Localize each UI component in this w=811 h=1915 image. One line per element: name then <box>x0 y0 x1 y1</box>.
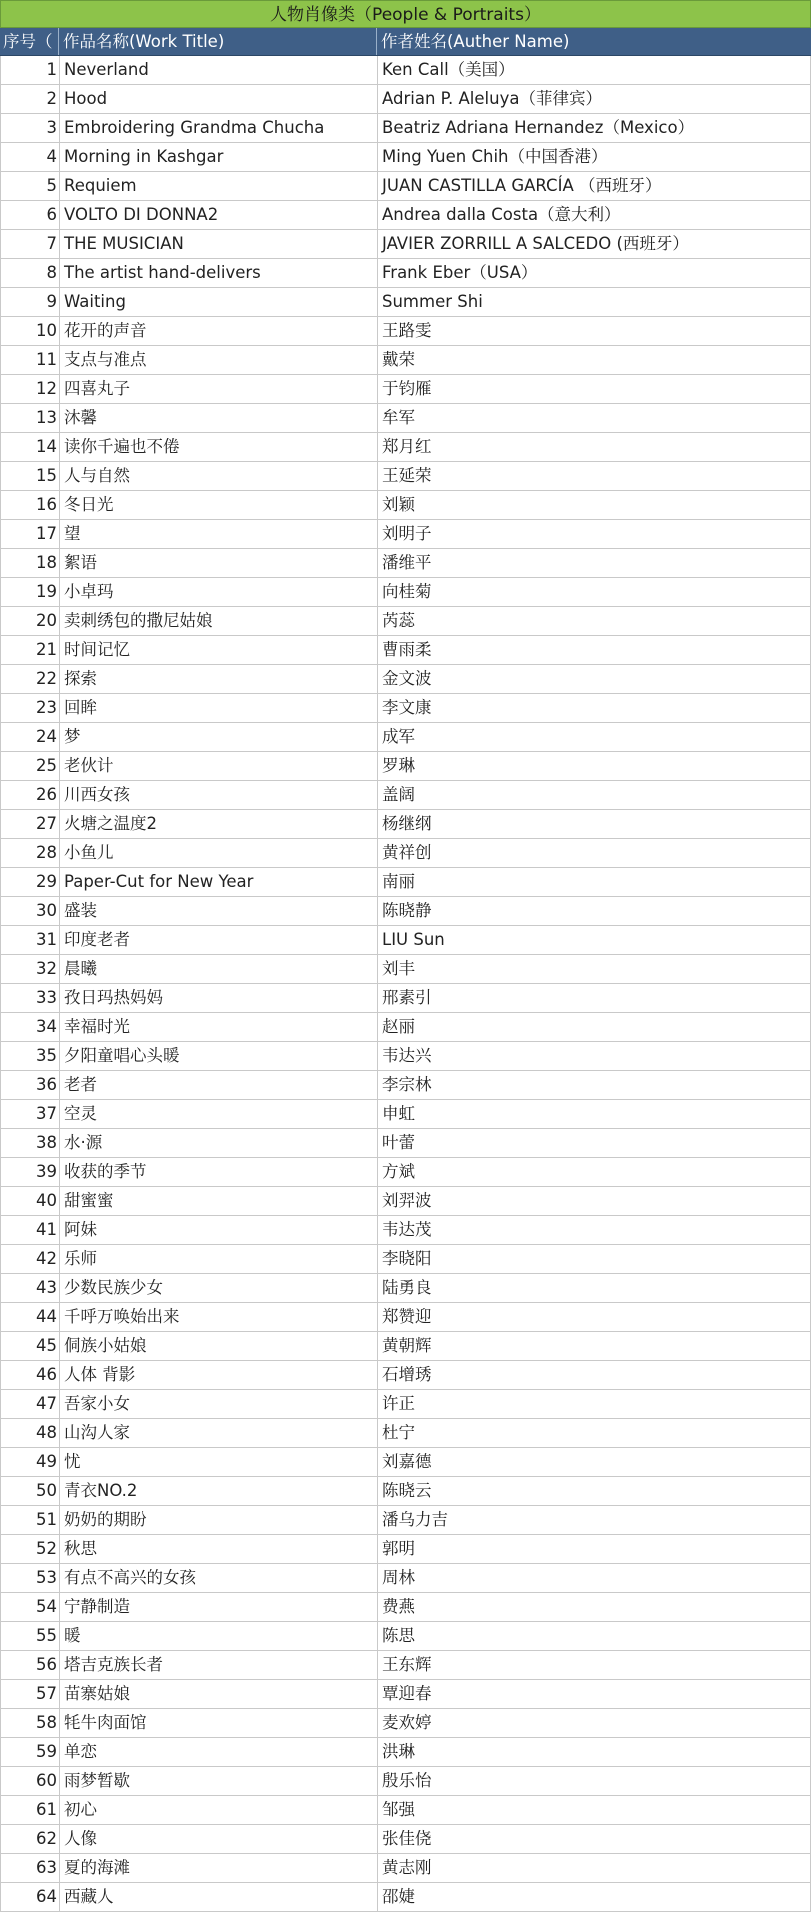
cell-work-title[interactable]: 读你千遍也不倦 <box>60 433 378 461</box>
cell-work-title[interactable]: 望 <box>60 520 378 548</box>
cell-index[interactable]: 56 <box>1 1651 60 1679</box>
table-row <box>1 1535 810 1564</box>
cell-author-name[interactable]: 郑赞迎 <box>382 1307 432 1326</box>
cell-index[interactable]: 49 <box>1 1448 60 1476</box>
cell-author-name[interactable]: 张佳侥 <box>382 1829 432 1848</box>
cell-author-name[interactable]: 刘颖 <box>382 495 415 514</box>
cell-author-name[interactable]: 李晓阳 <box>382 1249 432 1268</box>
cell-work-title[interactable]: VOLTO DI DONNA2 <box>60 201 378 229</box>
cell-work-title[interactable]: 人像 <box>60 1825 378 1853</box>
cell-author-name[interactable]: 芮蕊 <box>382 611 415 630</box>
cell-index[interactable]: 55 <box>1 1622 60 1650</box>
table-row <box>1 1419 810 1448</box>
cell-work-title[interactable]: 孜日玛热妈妈 <box>60 984 378 1012</box>
header-author-name[interactable]: 作者姓名(Auther Name) <box>381 32 570 51</box>
cell-author-name[interactable]: 向桂菊 <box>382 582 432 601</box>
cell-index[interactable]: 7 <box>1 230 60 258</box>
header-work-title[interactable]: 作品名称(Work Title) <box>59 28 377 55</box>
cell-work-title[interactable]: 秋思 <box>60 1535 378 1563</box>
cell-index[interactable]: 30 <box>1 897 60 925</box>
cell-work-title[interactable]: 苗寨姑娘 <box>60 1680 378 1708</box>
table-row <box>1 868 810 897</box>
cell-author-name[interactable]: 盖阔 <box>382 785 415 804</box>
table-row <box>1 1013 810 1042</box>
cell-index[interactable]: 35 <box>1 1042 60 1070</box>
table-row <box>1 1390 810 1419</box>
table-body <box>0 56 811 1912</box>
cell-work-title[interactable]: 小鱼儿 <box>60 839 378 867</box>
cell-author-name[interactable]: 陈思 <box>382 1626 415 1645</box>
cell-author-name[interactable]: 申虹 <box>382 1104 415 1123</box>
table-row <box>1 810 810 839</box>
cell-work-title[interactable]: Requiem <box>60 172 378 200</box>
cell-work-title[interactable]: 山沟人家 <box>60 1419 378 1447</box>
cell-index[interactable]: 39 <box>1 1158 60 1186</box>
table-row <box>1 1883 810 1912</box>
cell-author-name[interactable]: Frank Eber（USA） <box>382 263 538 282</box>
table-row <box>1 1651 810 1680</box>
cell-index[interactable]: 50 <box>1 1477 60 1505</box>
cell-author-name[interactable]: 郑月红 <box>382 437 432 456</box>
cell-index[interactable]: 53 <box>1 1564 60 1592</box>
table-row <box>1 984 810 1013</box>
cell-work-title[interactable]: 有点不高兴的女孩 <box>60 1564 378 1592</box>
table-title: 人物肖像类（People & Portraits） <box>0 0 811 28</box>
table-row <box>1 926 810 955</box>
table-row <box>1 172 810 201</box>
cell-index[interactable]: 33 <box>1 984 60 1012</box>
cell-work-title[interactable]: 初心 <box>60 1796 378 1824</box>
cell-work-title[interactable]: 卖刺绣包的撒尼姑娘 <box>60 607 378 635</box>
cell-index[interactable]: 1 <box>1 56 60 84</box>
cell-work-title[interactable]: 暖 <box>60 1622 378 1650</box>
cell-author-name[interactable]: 陆勇良 <box>382 1278 432 1297</box>
cell-work-title[interactable]: 夕阳童唱心头暖 <box>60 1042 378 1070</box>
cell-index[interactable]: 60 <box>1 1767 60 1795</box>
cell-index[interactable]: 17 <box>1 520 60 548</box>
cell-author-name[interactable]: 潘乌力吉 <box>382 1510 448 1529</box>
cell-work-title[interactable]: 晨曦 <box>60 955 378 983</box>
table-row <box>1 114 810 143</box>
cell-author-name[interactable]: 麦欢婷 <box>382 1713 432 1732</box>
table-row <box>1 955 810 984</box>
cell-index[interactable]: 61 <box>1 1796 60 1824</box>
cell-work-title[interactable]: Neverland <box>60 56 378 84</box>
table-row <box>1 1477 810 1506</box>
cell-author-name[interactable]: 费燕 <box>382 1597 415 1616</box>
cell-work-title[interactable]: 印度老者 <box>60 926 378 954</box>
table-row <box>1 259 810 288</box>
cell-index[interactable]: 29 <box>1 868 60 896</box>
cell-work-title[interactable]: 盛装 <box>60 897 378 925</box>
cell-work-title[interactable]: 四喜丸子 <box>60 375 378 403</box>
cell-index[interactable]: 9 <box>1 288 60 316</box>
cell-index[interactable]: 11 <box>1 346 60 374</box>
cell-index[interactable]: 23 <box>1 694 60 722</box>
table-row <box>1 1245 810 1274</box>
cell-work-title[interactable]: 奶奶的期盼 <box>60 1506 378 1534</box>
cell-index[interactable]: 47 <box>1 1390 60 1418</box>
cell-index[interactable]: 62 <box>1 1825 60 1853</box>
cell-author-name[interactable]: 黄志刚 <box>382 1858 432 1877</box>
cell-author-name[interactable]: 韦达茂 <box>382 1220 432 1239</box>
cell-index[interactable]: 64 <box>1 1883 60 1911</box>
cell-author-name[interactable]: 杜宁 <box>382 1423 415 1442</box>
cell-index[interactable]: 38 <box>1 1129 60 1157</box>
table-row <box>1 1854 810 1883</box>
cell-work-title[interactable]: 吾家小女 <box>60 1390 378 1418</box>
table-row <box>1 607 810 636</box>
cell-author-name[interactable]: 陈晓云 <box>382 1481 432 1500</box>
cell-work-title[interactable]: Paper-Cut for New Year <box>60 868 378 896</box>
cell-author-name[interactable]: 戴荣 <box>382 350 415 369</box>
table-row <box>1 1187 810 1216</box>
cell-work-title[interactable]: 花开的声音 <box>60 317 378 345</box>
table-row <box>1 1680 810 1709</box>
cell-index[interactable]: 4 <box>1 143 60 171</box>
cell-index[interactable]: 13 <box>1 404 60 432</box>
table-row <box>1 723 810 752</box>
cell-author-name[interactable]: 陈晓静 <box>382 901 432 920</box>
cell-work-title[interactable]: 塔吉克族长者 <box>60 1651 378 1679</box>
table-row <box>1 520 810 549</box>
cell-work-title[interactable]: 冬日光 <box>60 491 378 519</box>
cell-author-name[interactable]: 牟军 <box>382 408 415 427</box>
cell-author-name[interactable]: 李宗林 <box>382 1075 432 1094</box>
cell-work-title[interactable]: Waiting <box>60 288 378 316</box>
cell-author-name[interactable]: 邢素引 <box>382 988 432 1007</box>
cell-author-name[interactable]: Summer Shi <box>382 292 483 311</box>
cell-work-title[interactable]: 单恋 <box>60 1738 378 1766</box>
cell-work-title[interactable]: 宁静制造 <box>60 1593 378 1621</box>
cell-index[interactable]: 27 <box>1 810 60 838</box>
cell-work-title[interactable]: 人与自然 <box>60 462 378 490</box>
cell-index[interactable]: 46 <box>1 1361 60 1389</box>
cell-author-name[interactable]: 王延荣 <box>382 466 432 485</box>
table-row <box>1 694 810 723</box>
table-row <box>1 1303 810 1332</box>
table-row <box>1 1332 810 1361</box>
cell-work-title[interactable]: 水·源 <box>60 1129 378 1157</box>
cell-work-title[interactable]: 幸福时光 <box>60 1013 378 1041</box>
cell-work-title[interactable]: 火塘之温度2 <box>60 810 378 838</box>
cell-index[interactable]: 5 <box>1 172 60 200</box>
table-row <box>1 56 810 85</box>
cell-index[interactable]: 20 <box>1 607 60 635</box>
cell-author-name[interactable]: Ken Call（美国） <box>382 60 515 79</box>
cell-work-title[interactable]: 梦 <box>60 723 378 751</box>
cell-author-name[interactable]: 邹强 <box>382 1800 415 1819</box>
cell-author-name[interactable]: 李文康 <box>382 698 432 717</box>
table-row <box>1 1071 810 1100</box>
cell-index[interactable]: 51 <box>1 1506 60 1534</box>
table-row <box>1 781 810 810</box>
cell-author-name[interactable]: 刘明子 <box>382 524 432 543</box>
table-row <box>1 1622 810 1651</box>
table-row <box>1 1361 810 1390</box>
table-row <box>1 230 810 259</box>
cell-work-title[interactable]: 千呼万唤始出来 <box>60 1303 378 1331</box>
table-row <box>1 1274 810 1303</box>
cell-author-name[interactable]: 韦达兴 <box>382 1046 432 1065</box>
table-row <box>1 1709 810 1738</box>
cell-work-title[interactable]: 雨梦暂歇 <box>60 1767 378 1795</box>
table-row <box>1 839 810 868</box>
table-row <box>1 1448 810 1477</box>
cell-author-name[interactable]: 黄祥创 <box>382 843 432 862</box>
table-row <box>1 1767 810 1796</box>
cell-index[interactable]: 2 <box>1 85 60 113</box>
header-row <box>0 28 811 56</box>
cell-index[interactable]: 45 <box>1 1332 60 1360</box>
cell-work-title[interactable]: 小卓玛 <box>60 578 378 606</box>
cell-index[interactable]: 12 <box>1 375 60 403</box>
cell-work-title[interactable]: 空灵 <box>60 1100 378 1128</box>
cell-index[interactable]: 26 <box>1 781 60 809</box>
cell-index[interactable]: 19 <box>1 578 60 606</box>
cell-work-title[interactable]: 甜蜜蜜 <box>60 1187 378 1215</box>
table-row <box>1 1129 810 1158</box>
cell-author-name[interactable]: 成军 <box>382 727 415 746</box>
cell-work-title[interactable]: 侗族小姑娘 <box>60 1332 378 1360</box>
table-row <box>1 1158 810 1187</box>
cell-work-title[interactable]: Morning in Kashgar <box>60 143 378 171</box>
cell-author-name[interactable]: 刘丰 <box>382 959 415 978</box>
cell-author-name[interactable]: 叶蕾 <box>382 1133 415 1152</box>
cell-index[interactable]: 34 <box>1 1013 60 1041</box>
cell-author-name[interactable]: 曹雨柔 <box>382 640 432 659</box>
cell-author-name[interactable]: 于钧雁 <box>382 379 432 398</box>
cell-index[interactable]: 3 <box>1 114 60 142</box>
cell-index[interactable]: 16 <box>1 491 60 519</box>
cell-index[interactable]: 48 <box>1 1419 60 1447</box>
table-row <box>1 143 810 172</box>
cell-author-name[interactable]: 石增琇 <box>382 1365 432 1384</box>
cell-author-name[interactable]: 邵婕 <box>382 1887 415 1906</box>
cell-author-name[interactable]: 周林 <box>382 1568 415 1587</box>
cell-work-title[interactable]: 夏的海滩 <box>60 1854 378 1882</box>
cell-index[interactable]: 52 <box>1 1535 60 1563</box>
cell-author-name[interactable]: 刘羿波 <box>382 1191 432 1210</box>
cell-index[interactable]: 42 <box>1 1245 60 1273</box>
table-row <box>1 288 810 317</box>
cell-author-name[interactable]: Ming Yuen Chih（中国香港） <box>382 147 608 166</box>
header-index[interactable]: 序号（ <box>0 28 59 55</box>
cell-index[interactable]: 25 <box>1 752 60 780</box>
table-row <box>1 404 810 433</box>
cell-index[interactable]: 15 <box>1 462 60 490</box>
table-row <box>1 346 810 375</box>
cell-index[interactable]: 37 <box>1 1100 60 1128</box>
cell-work-title[interactable]: 乐师 <box>60 1245 378 1273</box>
cell-work-title[interactable]: Hood <box>60 85 378 113</box>
cell-index[interactable]: 28 <box>1 839 60 867</box>
table-row <box>1 433 810 462</box>
cell-author-name[interactable]: JAVIER ZORRILL A SALCEDO (西班牙） <box>382 234 689 253</box>
cell-index[interactable]: 43 <box>1 1274 60 1302</box>
table-row <box>1 636 810 665</box>
cell-author-name[interactable]: 方斌 <box>382 1162 415 1181</box>
table-row <box>1 578 810 607</box>
cell-work-title[interactable]: The artist hand-delivers <box>60 259 378 287</box>
table-row <box>1 491 810 520</box>
cell-index[interactable]: 14 <box>1 433 60 461</box>
cell-author-name[interactable]: 赵丽 <box>382 1017 415 1036</box>
cell-author-name[interactable]: JUAN CASTILLA GARCÍA （西班牙） <box>382 176 662 195</box>
cell-author-name[interactable]: 许正 <box>382 1394 415 1413</box>
table-row <box>1 1216 810 1245</box>
table-row <box>1 85 810 114</box>
cell-work-title[interactable]: 支点与准点 <box>60 346 378 374</box>
table-row <box>1 1796 810 1825</box>
cell-author-name[interactable]: LIU Sun <box>382 930 445 949</box>
table-row <box>1 1593 810 1622</box>
cell-index[interactable]: 59 <box>1 1738 60 1766</box>
cell-index[interactable]: 44 <box>1 1303 60 1331</box>
cell-author-name[interactable]: 刘嘉德 <box>382 1452 432 1471</box>
cell-index[interactable]: 24 <box>1 723 60 751</box>
cell-work-title[interactable]: 老伙计 <box>60 752 378 780</box>
cell-work-title[interactable]: 西藏人 <box>60 1883 378 1911</box>
table-row <box>1 1506 810 1535</box>
cell-index[interactable]: 8 <box>1 259 60 287</box>
cell-index[interactable]: 58 <box>1 1709 60 1737</box>
cell-index[interactable]: 10 <box>1 317 60 345</box>
cell-author-name[interactable]: 金文波 <box>382 669 432 688</box>
cell-author-name[interactable]: 郭明 <box>382 1539 415 1558</box>
cell-work-title[interactable]: 人体 背影 <box>60 1361 378 1389</box>
cell-author-name[interactable]: 南丽 <box>382 872 415 891</box>
cell-work-title[interactable]: Embroidering Grandma Chucha <box>60 114 378 142</box>
cell-author-name[interactable]: 潘维平 <box>382 553 432 572</box>
cell-work-title[interactable]: 絮语 <box>60 549 378 577</box>
cell-work-title[interactable]: 探索 <box>60 665 378 693</box>
table-row <box>1 1825 810 1854</box>
cell-author-name[interactable]: 罗琳 <box>382 756 415 775</box>
cell-index[interactable]: 41 <box>1 1216 60 1244</box>
table-row <box>1 1100 810 1129</box>
cell-index[interactable]: 63 <box>1 1854 60 1882</box>
cell-index[interactable]: 40 <box>1 1187 60 1215</box>
cell-author-name[interactable]: Adrian P. Aleluya（菲律宾） <box>382 89 602 108</box>
table-row <box>1 897 810 926</box>
table-row <box>1 1738 810 1767</box>
table-row <box>1 549 810 578</box>
cell-work-title[interactable]: 忧 <box>60 1448 378 1476</box>
cell-index[interactable]: 31 <box>1 926 60 954</box>
table-row <box>1 462 810 491</box>
cell-index[interactable]: 21 <box>1 636 60 664</box>
cell-index[interactable]: 54 <box>1 1593 60 1621</box>
cell-work-title[interactable]: 牦牛肉面馆 <box>60 1709 378 1737</box>
cell-index[interactable]: 57 <box>1 1680 60 1708</box>
cell-author-name[interactable]: 王东辉 <box>382 1655 432 1674</box>
cell-work-title[interactable]: 收获的季节 <box>60 1158 378 1186</box>
cell-author-name[interactable]: 王路雯 <box>382 321 432 340</box>
table-row <box>1 201 810 230</box>
cell-index[interactable]: 6 <box>1 201 60 229</box>
cell-work-title[interactable]: 时间记忆 <box>60 636 378 664</box>
cell-author-name[interactable]: Beatriz Adriana Hernandez（Mexico） <box>382 118 695 137</box>
cell-index[interactable]: 32 <box>1 955 60 983</box>
cell-author-name[interactable]: 覃迎春 <box>382 1684 432 1703</box>
cell-work-title[interactable]: 回眸 <box>60 694 378 722</box>
cell-index[interactable]: 18 <box>1 549 60 577</box>
cell-index[interactable]: 36 <box>1 1071 60 1099</box>
table-row <box>1 317 810 346</box>
cell-author-name[interactable]: 黄朝辉 <box>382 1336 432 1355</box>
cell-author-name[interactable]: Andrea dalla Costa（意大利） <box>382 205 621 224</box>
cell-work-title[interactable]: 阿妹 <box>60 1216 378 1244</box>
table-row <box>1 752 810 781</box>
table-row <box>1 375 810 404</box>
cell-author-name[interactable]: 殷乐怡 <box>382 1771 432 1790</box>
cell-index[interactable]: 22 <box>1 665 60 693</box>
cell-work-title[interactable]: 川西女孩 <box>60 781 378 809</box>
cell-work-title[interactable]: 少数民族少女 <box>60 1274 378 1302</box>
cell-work-title[interactable]: 沐馨 <box>60 404 378 432</box>
cell-author-name[interactable]: 洪琳 <box>382 1742 415 1761</box>
cell-work-title[interactable]: 老者 <box>60 1071 378 1099</box>
cell-work-title[interactable]: 青衣NO.2 <box>60 1477 378 1505</box>
cell-work-title[interactable]: THE MUSICIAN <box>60 230 378 258</box>
cell-author-name[interactable]: 杨继纲 <box>382 814 432 833</box>
table-row <box>1 1042 810 1071</box>
table-row <box>1 1564 810 1593</box>
table-row <box>1 665 810 694</box>
